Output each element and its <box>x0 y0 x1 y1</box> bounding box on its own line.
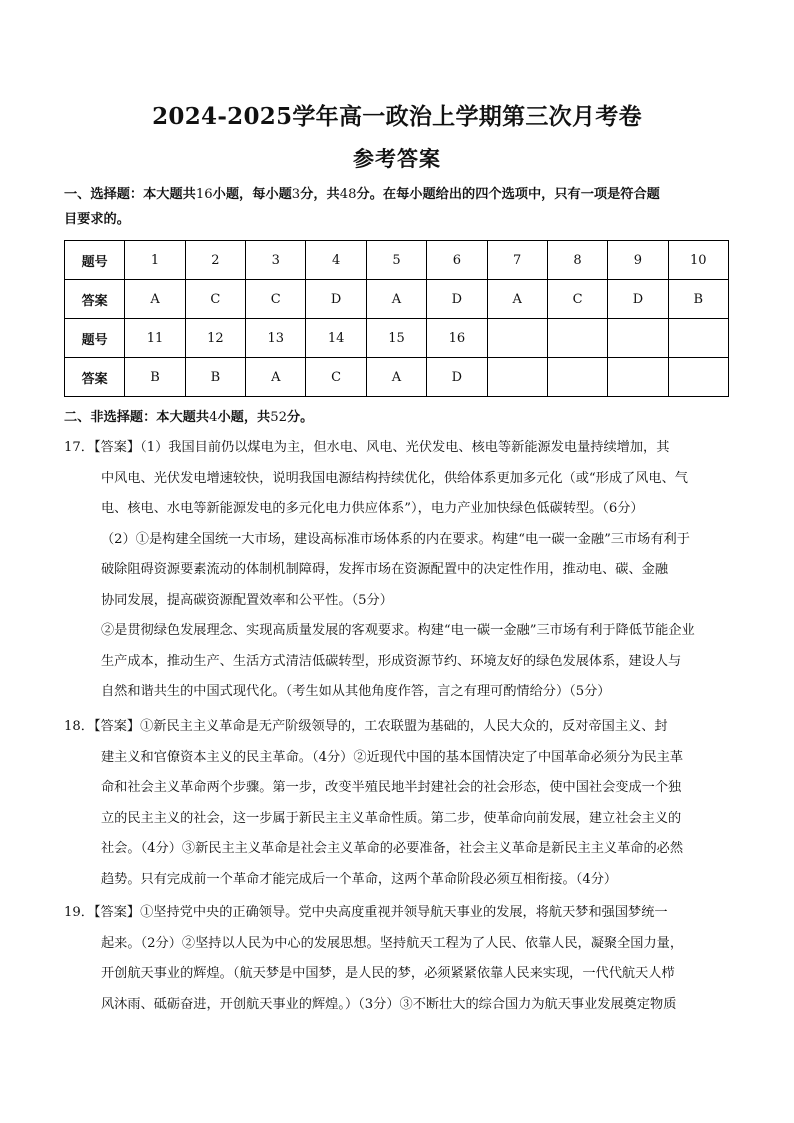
table-row-numbers-2 <box>65 319 729 358</box>
answer-line: 起来。（2分）②坚持以人民为中心的发展思想。坚持航天工程为了人民、依靠人民，凝聚全国力量， <box>101 935 684 951</box>
table-cell: 13 <box>246 319 306 358</box>
table-cell: D <box>427 280 487 319</box>
table-cell <box>668 319 728 358</box>
table-cell: 4 <box>306 241 366 280</box>
table-cell: A <box>366 358 426 397</box>
table-cell: 15 <box>366 319 426 358</box>
table-cell: 2 <box>185 241 245 280</box>
answer-line: 电、核电、水电等新能源发电的多元化电力供应体系”），电力产业加快绿色低碳转型。（6分） <box>101 501 644 516</box>
table-cell: 6 <box>427 241 487 280</box>
table-cell: C <box>306 358 366 397</box>
section-2-tail: 分。 <box>286 410 314 425</box>
answer-line: 社会。（4分）③新民主主义革命是社会主义革命的必要准备，社会主义革命是新民主主义革命的必然 <box>101 841 684 856</box>
table-cell <box>547 319 607 358</box>
section-1-mid1: 小题，每小题 <box>212 187 292 202</box>
table-cell: 11 <box>125 319 185 358</box>
page-subtitle: 参考答案 <box>353 146 441 171</box>
table-label-answer: 答案 <box>65 280 125 319</box>
table-cell: A <box>246 358 306 397</box>
answer-line: 17．【答案】（1）我国目前仍以煤电为主，但水电、风电、光伏发电、核电等新能源发电量持续增加，其 <box>64 440 670 455</box>
section-2-heading <box>64 405 732 430</box>
answer-table <box>64 240 729 397</box>
table-cell: D <box>608 280 668 319</box>
table-cell: 9 <box>608 241 668 280</box>
section-2-total: 52 <box>270 410 287 425</box>
table-label-question: 题号 <box>65 319 125 358</box>
table-cell: A <box>366 280 426 319</box>
section-1-count: 16 <box>195 187 213 202</box>
table-cell: 12 <box>185 319 245 358</box>
table-cell: B <box>125 358 185 397</box>
table-label-question: 题号 <box>65 241 125 280</box>
section-1-total: 48 <box>339 187 357 202</box>
answer-line: 协同发展，提高碳资源配置效率和公平性。（5分） <box>101 592 393 608</box>
question-18-answer <box>64 712 732 895</box>
table-row-numbers-1 <box>65 241 729 280</box>
answer-line: ②是贯彻绿色发展理念、实现高质量发展的客观要求。构建“电一碳一金融”三市场有利于降低节能企业 <box>101 623 695 638</box>
table-cell <box>608 358 668 397</box>
table-cell: 16 <box>427 319 487 358</box>
section-1-lead: 一、选择题：本大题共 <box>64 187 196 202</box>
section-1-tail: 分。在每小题给出的四个选项中，只有一项是符合题 <box>356 187 660 202</box>
section-2-lead: 二、非选择题：本大题共 <box>64 410 210 425</box>
table-cell <box>487 319 547 358</box>
section-1-heading <box>64 182 732 232</box>
table-label-answer: 答案 <box>65 358 125 397</box>
answer-line: 破除阻碍资源要素流动的体制机制障碍，发挥市场在资源配置中的决定性作用，推动电、碳、金融 <box>101 562 669 577</box>
table-cell <box>668 358 728 397</box>
table-cell: B <box>668 280 728 319</box>
answer-line: 自然和谐共生的中国式现代化。（考生如从其他角度作答，言之有理可酌情给分）（5分） <box>101 684 611 699</box>
answer-line: 立的民主主义的社会，这一步属于新民主主义革命性质。第二步，使革命向前发展，建立社会主义的 <box>101 810 682 826</box>
answer-line: 生产成本，推动生产、生活方式清洁低碳转型，形成资源节约、环境友好的绿色发展体系，建设人与 <box>101 653 682 669</box>
table-cell: 3 <box>246 241 306 280</box>
answer-line: 风沐雨、砥砺奋进，开创航天事业的辉煌。）（3分）③不断壮大的综合国力为航天事业发展奠定物质 <box>101 996 677 1012</box>
page-title: 2024-2025学年高一政治上学期第三次月考卷 <box>152 103 642 130</box>
section-1-line2: 目要求的。 <box>64 212 130 227</box>
answer-line: 19．【答案】①坚持党中央的正确领导。党中央高度重视并领导航天事业的发展，将航天梦和强国梦统一 <box>64 905 668 920</box>
table-cell: 8 <box>547 241 607 280</box>
table-cell: D <box>306 280 366 319</box>
table-cell: C <box>547 280 607 319</box>
section-1-mid2: 分，共 <box>300 187 340 202</box>
table-cell: 14 <box>306 319 366 358</box>
table-row-answers-2 <box>65 358 729 397</box>
section-2-mid: 小题，共 <box>217 410 271 425</box>
table-cell: 10 <box>668 241 728 280</box>
answer-line: （2）①是构建全国统一大市场，建设高标准市场体系的内在要求。构建“电一碳一金融”三市场有利于 <box>101 531 690 547</box>
table-cell <box>608 319 668 358</box>
table-cell: B <box>185 358 245 397</box>
table-cell <box>487 358 547 397</box>
table-cell: 5 <box>366 241 426 280</box>
table-cell <box>547 358 607 397</box>
question-19-answer <box>64 898 732 1020</box>
table-cell: C <box>185 280 245 319</box>
table-cell: D <box>427 358 487 397</box>
answer-line: 18．【答案】①新民主主义革命是无产阶级领导的，工农联盟为基础的，人民大众的，反对帝国主义、封 <box>64 719 668 734</box>
answer-line: 命和社会主义革命两个步骤。第一步，改变半殖民地半封建社会的社会形态，使中国社会变成一个独 <box>101 780 682 795</box>
table-row-answers-1 <box>65 280 729 319</box>
answer-line: 开创航天事业的辉煌。（航天梦是中国梦，是人民的梦，必须紧紧依靠人民来实现，一代代航天人栉 <box>101 966 675 981</box>
table-cell: 7 <box>487 241 547 280</box>
answer-line: 建主义和官僚资本主义的民主革命。（4分）②近现代中国的基本国情决定了中国革命必须分为民主革 <box>101 749 684 765</box>
question-17-answer <box>64 433 732 708</box>
table-cell: C <box>246 280 306 319</box>
table-cell: A <box>487 280 547 319</box>
answer-line: 趋势。只有完成前一个革命才能完成后一个革命，这两个革命阶段必须互相衔接。（4分） <box>101 871 618 887</box>
section-1-score: 3 <box>291 187 301 202</box>
table-cell: A <box>125 280 185 319</box>
table-cell: 1 <box>125 241 185 280</box>
section-2-count: 4 <box>209 410 218 425</box>
answer-line: 中风电、光伏发电增速较快，说明我国电源结构持续优化，供给体系更加多元化（或“形成了风电、气 <box>101 470 688 486</box>
